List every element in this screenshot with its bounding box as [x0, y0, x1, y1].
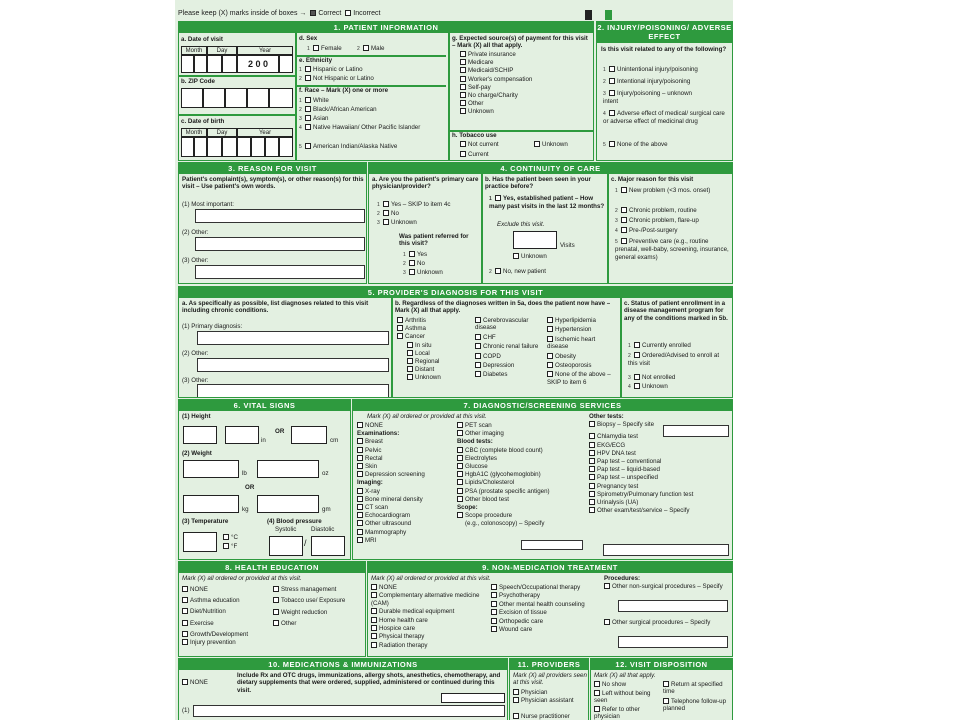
weight-kg-input[interactable]: [183, 495, 239, 513]
ethnicity-not-hispanic-option[interactable]: 2 Not Hispanic or Latino: [299, 75, 374, 82]
reason-line-1-label: (1) Most important:: [182, 201, 234, 208]
test-pregnancy[interactable]: Pregnancy test: [589, 483, 693, 491]
education-prompt: Mark (X) all ordered or provided at this visit.: [182, 575, 302, 582]
systolic-label: Systolic: [275, 526, 297, 533]
registration-mark: [585, 10, 592, 20]
dob-digit[interactable]: [222, 137, 237, 157]
seen-before-question: b. Has the patient been seen in your practice before?: [485, 176, 591, 191]
diastolic-label: Diastolic: [311, 526, 335, 533]
education-exercise[interactable]: Exercise: [182, 620, 248, 628]
enrollment-prompt: c. Status of patient enrollment in a disease management program for any of the conditions marked in 5b.: [624, 300, 728, 322]
condition-hypertension[interactable]: Hypertension: [547, 326, 619, 333]
section-title: 10. MEDICATIONS & IMMUNIZATIONS: [179, 659, 507, 670]
tobacco-unknown-option[interactable]: Unknown: [534, 141, 568, 148]
reason-preventive-option[interactable]: 5 Preventive care (e.g., routine prenatal, well-baby, screening, insurance, general exams): [615, 238, 729, 261]
conditions-column-2: [475, 317, 545, 379]
medications-note: Include Rx and OTC drugs, immunizations, allergy shots, anesthetics, chemotherapy, and dietary supplements that were ordered, supplied, administered or continued during this visit.: [237, 672, 501, 694]
date-of-birth-label: c. Date of birth: [181, 118, 225, 125]
reason-new-problem-option[interactable]: 1 New problem (<3 mos. onset): [615, 187, 711, 194]
section-title: 4. CONTINUITY OF CARE: [369, 163, 732, 174]
payment-other-option[interactable]: Other: [460, 100, 532, 108]
medication-line-1-label: (1): [182, 707, 190, 714]
nonmed-column-2: [491, 584, 601, 633]
exam-skin[interactable]: Skin: [357, 463, 425, 471]
test-chlamydia[interactable]: Chlamydia test: [589, 433, 693, 441]
blood-other[interactable]: Other blood test: [457, 496, 550, 504]
imaging-ultrasound[interactable]: Other ultrasound: [357, 520, 425, 528]
payment-self-pay-option[interactable]: Self-pay: [460, 84, 532, 92]
test-pap-unspecified[interactable]: Pap test – unspecified: [589, 474, 693, 482]
primary-care-yes-option[interactable]: 1 Yes – SKIP to item 4c: [377, 201, 451, 208]
non-surgical-specify-input[interactable]: [618, 600, 728, 612]
new-patient-option[interactable]: 2 No, new patient: [489, 268, 546, 275]
blood-electrolytes[interactable]: Electrolytes: [457, 455, 550, 463]
race-label: f. Race – Mark (X) one or more: [299, 87, 389, 94]
section-diagnosis: [178, 286, 733, 398]
reason-chronic-flare-option[interactable]: 3 Chronic problem, flare-up: [615, 217, 699, 224]
section-title: 1. PATIENT INFORMATION: [179, 22, 593, 33]
past-visits-unknown-option[interactable]: Unknown: [513, 253, 547, 260]
seen-before-yes-option[interactable]: 1 Yes, established patient – How many past visits in the last 12 months?: [489, 195, 605, 211]
test-ekg[interactable]: EKG/ECG: [589, 442, 693, 450]
reason-line-3-input[interactable]: [195, 265, 365, 279]
condition-depression[interactable]: Depression: [475, 362, 545, 369]
nonmed-durable-equipment[interactable]: Durable medical equipment: [371, 608, 489, 615]
reason-line-3-label: (3) Other:: [182, 257, 209, 264]
blood-lipids[interactable]: Lipids/Cholesterol: [457, 479, 550, 487]
nonmed-hospice[interactable]: Hospice care: [371, 625, 489, 632]
weight-oz-input[interactable]: [257, 460, 319, 478]
scope-procedure[interactable]: Scope procedure: [457, 512, 550, 520]
section-patient-information: [178, 21, 594, 161]
test-pap-liquid[interactable]: Pap test – liquid-based: [589, 466, 693, 474]
sex-label: d. Sex: [299, 35, 318, 42]
nonmed-mental-health[interactable]: Other mental health counseling: [491, 601, 597, 608]
visit-year-prefix: 2 0 0: [237, 55, 279, 73]
zip-digit[interactable]: [203, 88, 225, 108]
condition-arthritis[interactable]: Arthritis: [397, 317, 441, 325]
nonmed-radiation[interactable]: Radiation therapy: [371, 642, 489, 649]
section-title: 3. REASON FOR VISIT: [179, 163, 366, 174]
disposition-telephone-followup[interactable]: Telephone follow-up planned: [663, 698, 727, 713]
test-pap-conventional[interactable]: Pap test – conventional: [589, 458, 693, 466]
section-injury: [596, 21, 733, 161]
enrollment-not-enrolled-option[interactable]: 3 Not enrolled: [628, 374, 676, 381]
education-none[interactable]: NONE: [182, 586, 248, 594]
other-diagnosis-2-input[interactable]: [197, 358, 389, 372]
race-black-option[interactable]: 2 Black/African American: [299, 106, 377, 113]
education-tobacco[interactable]: Tobacco use/ Exposure: [273, 597, 361, 604]
exclude-note: Exclude this visit.: [497, 221, 545, 228]
enrollment-ordered-option[interactable]: 2 Ordered/Advised to enroll at this visit: [628, 352, 720, 368]
conditions-prompt: b. Regardless of the diagnoses written in 5a, does the patient now have – Mark (X) all that apply.: [395, 300, 611, 315]
correct-sample-checkbox: [310, 10, 316, 16]
reason-prompt: Patient's complaint(s), symptom(s), or other reason(s) for this visit – Use patient's own words.: [182, 176, 364, 191]
reason-surgery-option[interactable]: 4 Pre-/Post-surgery: [615, 227, 678, 234]
height-label: (1) Height: [182, 413, 211, 420]
payment-options: [460, 51, 532, 117]
education-injury-prevention[interactable]: Injury prevention: [182, 639, 248, 647]
provider-physician-assistant[interactable]: Physician assistant: [513, 697, 583, 704]
blood-psa[interactable]: PSA (prostate specific antigen): [457, 488, 550, 496]
inches-unit: in: [261, 437, 266, 444]
exam-breast[interactable]: Breast: [357, 438, 425, 446]
referred-question: Was patient referred for this visit?: [399, 233, 469, 248]
blood-hgba1c[interactable]: HgbA1C (glycohemoglobin): [457, 471, 550, 479]
nonmed-physical-therapy[interactable]: Physical therapy: [371, 633, 489, 640]
condition-asthma[interactable]: Asthma: [397, 325, 441, 333]
cancer-regional[interactable]: Regional: [397, 358, 441, 366]
diagnostic-column-1: [357, 422, 425, 545]
payment-medicaid-option[interactable]: Medicaid/SCHIP: [460, 67, 532, 75]
section-title: 9. NON-MEDICATION TREATMENT: [368, 562, 732, 573]
primary-diagnosis-input[interactable]: [197, 331, 389, 345]
other-diagnosis-3-input[interactable]: [197, 384, 389, 398]
ethnicity-hispanic-option[interactable]: 1 Hispanic or Latino: [299, 66, 363, 73]
section-diagnostic-services: [352, 399, 733, 560]
disposition-return[interactable]: Return at specified time: [663, 681, 723, 696]
reason-line-2-label: (2) Other:: [182, 229, 209, 236]
zip-digit[interactable]: [181, 88, 203, 108]
injury-none-option[interactable]: 5 None of the above: [603, 141, 668, 148]
section-visit-disposition: [590, 658, 733, 720]
diagnosis-prompt: a. As specifically as possible, list diagnoses related to this visit including chronic conditions.: [182, 300, 369, 315]
condition-diabetes[interactable]: Diabetes: [475, 371, 545, 378]
payment-workers-comp-option[interactable]: Worker's compensation: [460, 76, 532, 84]
condition-none[interactable]: None of the above – SKIP to item 6: [547, 371, 611, 386]
imaging-mri[interactable]: MRI: [357, 537, 425, 545]
payment-medicare-option[interactable]: Medicare: [460, 59, 532, 67]
height-cm-input[interactable]: [291, 426, 327, 444]
visits-label: Visits: [560, 242, 575, 249]
dob-digit[interactable]: [279, 137, 293, 157]
medication-line-1-input[interactable]: [193, 705, 505, 717]
height-inches-input[interactable]: [183, 426, 217, 444]
section-non-medication-treatment: [367, 561, 733, 657]
disposition-no-show[interactable]: No show: [594, 681, 626, 688]
or-label: OR: [275, 428, 285, 435]
month-label: Month: [181, 46, 207, 55]
zip-digit[interactable]: [225, 88, 247, 108]
zip-digit[interactable]: [269, 88, 293, 108]
cancer-distant[interactable]: Distant: [397, 366, 441, 374]
imaging-mammography[interactable]: Mammography: [357, 529, 425, 537]
scope-specify-label: (e.g., colonoscopy) – Specify: [465, 520, 545, 528]
section-title: 8. HEALTH EDUCATION: [179, 562, 365, 573]
imaging-echocardiogram[interactable]: Echocardiogram: [357, 512, 425, 520]
education-column-2: [273, 586, 363, 628]
ethnicity-label: e. Ethnicity: [299, 57, 333, 64]
imaging-other[interactable]: Other imaging: [457, 430, 550, 438]
condition-osteoporosis[interactable]: Osteoporosis: [547, 362, 619, 369]
exam-pelvic[interactable]: Pelvic: [357, 447, 425, 455]
tobacco-label: h. Tobacco use: [452, 132, 497, 139]
section-title: 2. INJURY/POISONING/ ADVERSE EFFECT: [597, 23, 732, 41]
blood-pressure-label: (4) Blood pressure: [267, 518, 322, 525]
test-hpv[interactable]: HPV DNA test: [589, 450, 693, 458]
section-title: 7. DIAGNOSTIC/SCREENING SERVICES: [353, 400, 732, 411]
cancer-in-situ[interactable]: In situ: [397, 342, 441, 350]
gm-unit: gm: [322, 506, 331, 513]
enrollment-current-option[interactable]: 1 Currently enrolled: [628, 342, 691, 349]
diagnostic-column-2: [457, 422, 550, 529]
primary-care-unknown-option[interactable]: 3 Unknown: [377, 219, 417, 226]
cancer-unknown[interactable]: Unknown: [397, 374, 441, 382]
medications-none[interactable]: NONE: [182, 679, 208, 686]
condition-cerebrovascular[interactable]: Cerebrovascular disease: [475, 317, 529, 332]
other-exam-specify-input[interactable]: [603, 544, 729, 556]
condition-ischemic-heart[interactable]: Ischemic heart disease: [547, 335, 596, 351]
nonmed-psychotherapy[interactable]: Psychotherapy: [491, 592, 601, 599]
major-reason-label: c. Major reason for this visit: [611, 176, 694, 183]
incorrect-sample-checkbox: [345, 10, 351, 16]
diagnostic-prompt: Mark (X) all ordered or provided at this visit.: [367, 413, 487, 420]
section-title: 5. PROVIDER'S DIAGNOSIS FOR THIS VISIT: [179, 287, 732, 298]
payment-label: g. Expected source(s) of payment for this visit – Mark (X) all that apply.: [452, 35, 588, 50]
education-stress[interactable]: Stress management: [273, 586, 361, 593]
dob-digit[interactable]: [194, 137, 207, 157]
injury-unknown-option[interactable]: 3 Injury/poisoning – unknown intent: [603, 90, 692, 106]
conditions-column-3: [547, 317, 619, 386]
provider-nurse-practitioner[interactable]: Nurse practitioner: [513, 713, 570, 720]
nonmed-orthopedic[interactable]: Orthopedic care: [491, 618, 601, 625]
nonmed-prompt: Mark (X) all ordered or provided at this visit.: [371, 575, 491, 582]
year-label: Year: [237, 128, 293, 137]
test-other-exam[interactable]: Other exam/test/service – Specify: [589, 507, 693, 515]
past-visits-input[interactable]: [513, 231, 557, 249]
section-reason-for-visit: [178, 162, 367, 284]
day-label: Day: [207, 46, 237, 55]
test-urinalysis[interactable]: Urinalysis (UA): [589, 499, 693, 507]
dob-digit[interactable]: [181, 137, 194, 157]
scope-specify-input[interactable]: [521, 540, 583, 550]
dob-digit[interactable]: [237, 137, 251, 157]
other-tests-heading: Other tests:: [589, 413, 624, 420]
disposition-refer[interactable]: Refer to other physician: [594, 706, 640, 720]
imaging-ct[interactable]: CT scan: [357, 504, 425, 512]
visit-day-digit[interactable]: [207, 55, 222, 73]
condition-cancer[interactable]: Cancer: [397, 333, 441, 341]
primary-diagnosis-label: (1) Primary diagnosis:: [182, 323, 243, 330]
scope-heading: Scope:: [457, 504, 478, 512]
test-spirometry[interactable]: Spirometry/Pulmonary function test: [589, 491, 693, 499]
referred-yes-option[interactable]: 1 Yes: [403, 251, 428, 258]
providers-prompt: Mark (X) all providers seen at this visit.: [513, 672, 587, 687]
referred-no-option[interactable]: 2 No: [403, 260, 425, 267]
dob-digit[interactable]: [251, 137, 265, 157]
blood-cbc[interactable]: CBC (complete blood count): [457, 447, 550, 455]
biopsy-site-input[interactable]: [663, 425, 729, 437]
nonmed-none[interactable]: NONE: [371, 584, 489, 591]
imaging-bone-density[interactable]: Bone mineral density: [357, 496, 425, 504]
dob-digit[interactable]: [265, 137, 279, 157]
conditions-column-1: [397, 317, 441, 383]
diagnostic-none[interactable]: NONE: [357, 422, 425, 430]
condition-chf[interactable]: CHF: [475, 334, 545, 341]
visit-year-digit[interactable]: [279, 55, 293, 73]
section-providers: [509, 658, 589, 720]
imaging-xray[interactable]: X-ray: [357, 488, 425, 496]
referred-unknown-option[interactable]: 3 Unknown: [403, 269, 443, 276]
year-label: Year: [237, 46, 293, 55]
nonmed-excision[interactable]: Excision of tissue: [491, 609, 601, 616]
nonmed-cam[interactable]: Complementary alternative medicine (CAM): [371, 592, 480, 607]
sex-female-option[interactable]: 1 Female: [307, 45, 342, 52]
diastolic-input[interactable]: [311, 536, 345, 556]
height-inches-fraction-input[interactable]: [225, 426, 259, 444]
injury-adverse-effect-option[interactable]: 4 Adverse effect of medical/ surgical care or adverse effect of medicinal drug: [603, 110, 725, 126]
blood-tests-heading: Blood tests:: [457, 438, 493, 446]
examinations-heading: Examinations:: [357, 430, 400, 438]
zip-code-label: b. ZIP Code: [181, 78, 215, 85]
kg-unit: kg: [242, 506, 249, 513]
education-column-1: [182, 586, 248, 647]
cm-unit: cm: [330, 437, 339, 444]
day-label: Day: [207, 128, 237, 137]
race-hawaiian-option[interactable]: 4 Native Hawaiian/ Other Pacific Islander: [299, 124, 421, 131]
injury-intentional-option[interactable]: 2 Intentional injury/poisoning: [603, 78, 691, 85]
education-growth[interactable]: Growth/Development: [182, 631, 248, 639]
race-white-option[interactable]: 1 White: [299, 97, 329, 104]
section-title: 11. PROVIDERS: [510, 659, 588, 670]
payment-no-charge-option[interactable]: No charge/Charity: [460, 92, 532, 100]
nonmed-home-health[interactable]: Home health care: [371, 617, 489, 624]
blood-glucose[interactable]: Glucose: [457, 463, 550, 471]
zip-digit[interactable]: [247, 88, 269, 108]
procedures-heading: Procedures:: [604, 575, 641, 582]
procedure-surgical[interactable]: Other surgical procedures – Specify: [604, 619, 728, 626]
education-diet[interactable]: Diet/Nutrition: [182, 608, 248, 616]
tobacco-current-option[interactable]: Current: [460, 151, 489, 158]
bp-separator: /: [304, 538, 307, 548]
provider-physician[interactable]: Physician: [513, 689, 547, 696]
med-code-header: [441, 693, 505, 703]
cancer-local[interactable]: Local: [397, 350, 441, 358]
section-title: 6. VITAL SIGNS: [179, 400, 350, 411]
enrollment-unknown-option[interactable]: 4 Unknown: [628, 383, 668, 390]
payment-private-option[interactable]: Private insurance: [460, 51, 532, 59]
education-asthma[interactable]: Asthma education: [182, 597, 248, 605]
condition-obesity[interactable]: Obesity: [547, 353, 619, 360]
celsius-option[interactable]: °C: [223, 534, 238, 541]
mark-legend: [178, 10, 380, 17]
sex-male-option[interactable]: 2 Male: [357, 45, 385, 52]
lb-unit: lb: [242, 470, 247, 477]
section-health-education: [178, 561, 366, 657]
month-label: Month: [181, 128, 207, 137]
reason-line-2-input[interactable]: [195, 237, 365, 251]
other-diagnosis-2-label: (2) Other:: [182, 350, 209, 357]
or-label: OR: [245, 484, 255, 491]
injury-unintentional-option[interactable]: 1 Unintentional injury/poisoning: [603, 66, 698, 73]
procedure-non-surgical[interactable]: Other non-surgical procedures – Specify: [604, 583, 728, 590]
reason-line-1-input[interactable]: [195, 209, 365, 223]
section-title: 12. VISIT DISPOSITION: [591, 659, 732, 670]
dob-digit[interactable]: [207, 137, 222, 157]
date-of-visit-label: a. Date of visit: [181, 36, 223, 43]
education-other[interactable]: Other: [273, 620, 363, 627]
systolic-input[interactable]: [269, 536, 303, 556]
other-diagnosis-3-label: (3) Other:: [182, 377, 209, 384]
condition-renal-failure[interactable]: Chronic renal failure: [475, 343, 541, 350]
disposition-left-without-seen[interactable]: Left without being seen: [594, 690, 651, 705]
race-american-indian-option[interactable]: 5 American Indian/Alaska Native: [299, 143, 398, 150]
legend-text: Please keep (X) marks inside of boxes →: [178, 10, 307, 17]
imaging-heading: Imaging:: [357, 479, 383, 487]
race-asian-option[interactable]: 3 Asian: [299, 115, 329, 122]
condition-copd[interactable]: COPD: [475, 353, 545, 360]
visit-month-digit[interactable]: [181, 55, 194, 73]
nonmed-speech[interactable]: Speech/Occupational therapy: [491, 584, 597, 591]
tobacco-not-current-option[interactable]: Not current: [460, 141, 499, 148]
registration-mark-green: [605, 10, 612, 20]
primary-care-no-option[interactable]: 2 No: [377, 210, 399, 217]
legend-correct: Correct: [318, 10, 342, 17]
weight-gm-input[interactable]: [257, 495, 319, 513]
reason-chronic-routine-option[interactable]: 2 Chronic problem, routine: [615, 207, 697, 214]
exam-depression-screening[interactable]: Depression screening: [357, 471, 425, 479]
visit-day-digit[interactable]: [222, 55, 237, 73]
education-weight[interactable]: Weight reduction: [273, 609, 363, 616]
injury-question: Is this visit related to any of the following?: [601, 46, 727, 53]
temperature-label: (3) Temperature: [182, 518, 229, 525]
section-medications: [178, 658, 508, 720]
condition-hyperlipidemia[interactable]: Hyperlipidemia: [547, 317, 619, 324]
weight-lb-input[interactable]: [183, 460, 239, 478]
nonmed-column-1: [371, 584, 489, 649]
nonmed-wound-care[interactable]: Wound care: [491, 626, 601, 633]
temperature-input[interactable]: [183, 532, 217, 552]
visit-month-digit[interactable]: [194, 55, 207, 73]
primary-care-question: a. Are you the patient's primary care physician/provider?: [372, 176, 479, 191]
oz-unit: oz: [322, 470, 329, 477]
test-biopsy[interactable]: Biopsy – Specify site: [589, 421, 693, 429]
section-vital-signs: [178, 399, 351, 560]
section-continuity-of-care: [368, 162, 733, 284]
payment-unknown-option[interactable]: Unknown: [460, 108, 532, 116]
surgical-specify-input[interactable]: [618, 636, 728, 648]
fahrenheit-option[interactable]: °F: [223, 543, 237, 550]
exam-rectal[interactable]: Rectal: [357, 455, 425, 463]
legend-incorrect: Incorrect: [353, 10, 381, 17]
weight-label: (2) Weight: [182, 450, 212, 457]
disposition-prompt: Mark (X) all that apply.: [594, 672, 656, 679]
imaging-pet[interactable]: PET scan: [457, 422, 550, 430]
